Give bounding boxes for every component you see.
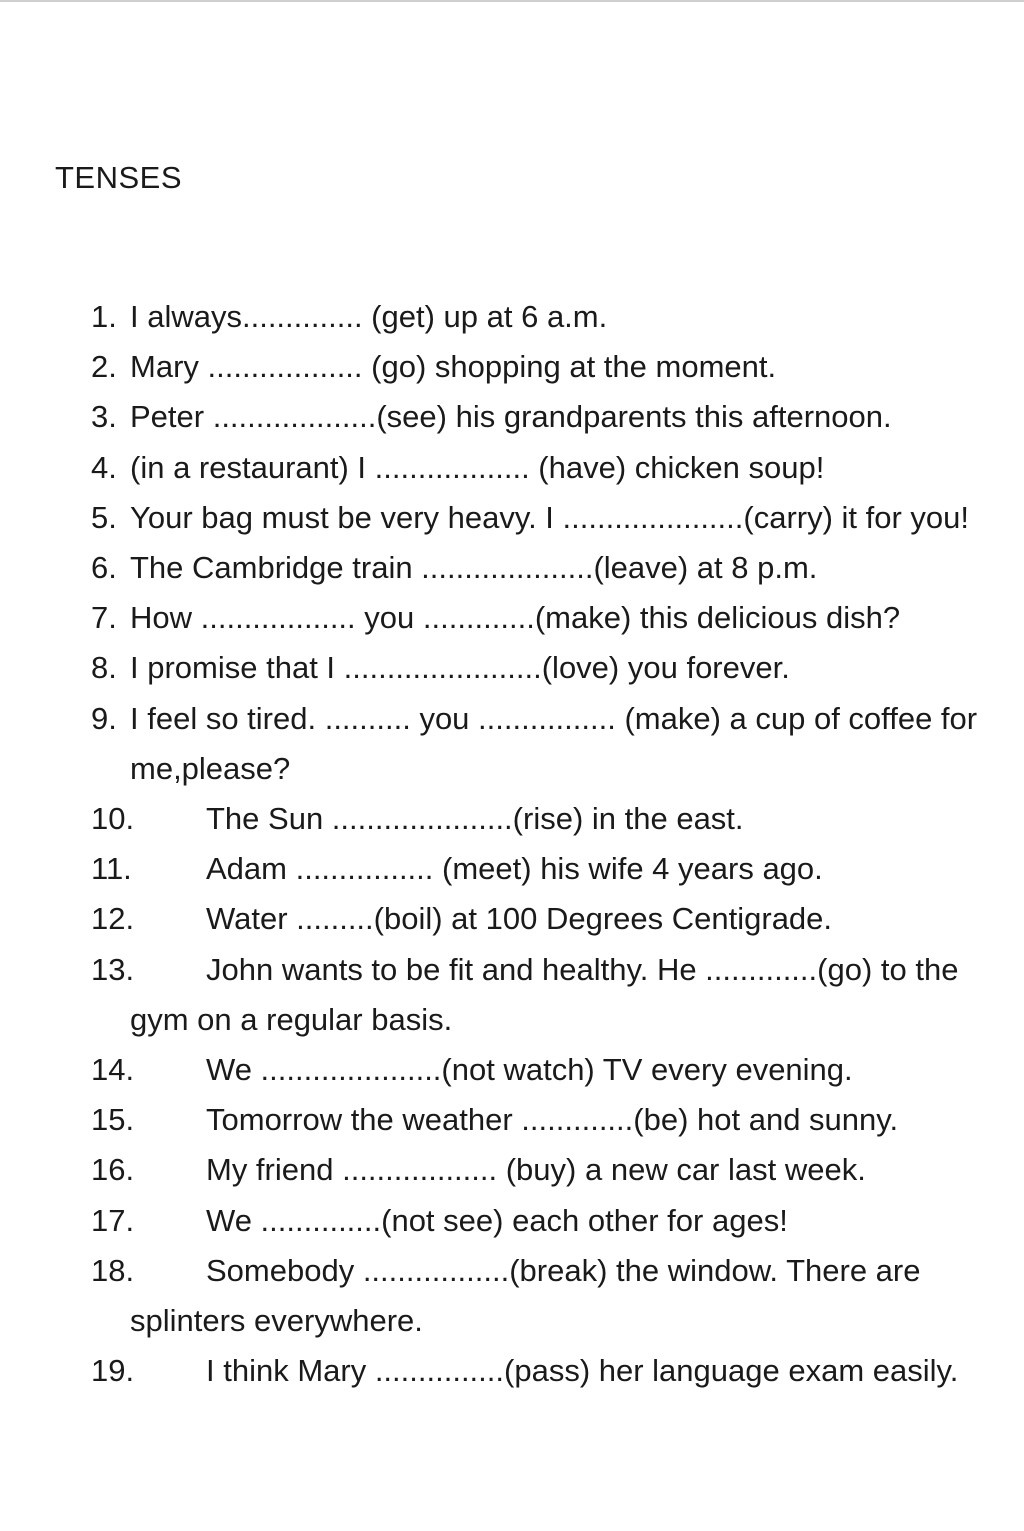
item-text: I think Mary ...............(pass) her language exam easily. bbox=[206, 1353, 959, 1389]
exercise-item-19 bbox=[0, 1346, 1024, 1396]
item-text: My friend .................. (buy) a new car last week. bbox=[206, 1152, 866, 1188]
exercise-item-3 bbox=[0, 392, 1024, 442]
item-text: The Sun .....................(rise) in the east. bbox=[206, 801, 744, 837]
item-number: 16. bbox=[91, 1152, 135, 1188]
item-number: 5. bbox=[91, 499, 117, 535]
item-number: 15. bbox=[91, 1102, 135, 1138]
item-number: 2. bbox=[91, 349, 117, 385]
exercise-item-11 bbox=[0, 844, 1024, 894]
item-number: 18. bbox=[91, 1252, 135, 1288]
exercise-item-16 bbox=[0, 1145, 1024, 1195]
item-text: John wants to be fit and healthy. He .............(go) to the gym on a regular basis. bbox=[130, 951, 959, 1037]
item-text: Tomorrow the weather .............(be) hot and sunny. bbox=[206, 1102, 899, 1138]
item-text: Somebody .................(break) the window. There are splinters everywhere. bbox=[130, 1252, 921, 1339]
item-text: We ..............(not see) each other for ages! bbox=[206, 1202, 788, 1238]
exercise-item-1 bbox=[0, 292, 1024, 342]
item-text: Adam ................ (meet) his wife 4 years ago. bbox=[206, 851, 823, 887]
item-text: The Cambridge train ....................(leave) at 8 p.m. bbox=[130, 550, 818, 586]
item-number: 10. bbox=[91, 801, 135, 837]
item-number: 19. bbox=[91, 1353, 135, 1389]
item-text: How .................. you .............(make) this delicious dish? bbox=[130, 600, 901, 636]
item-number: 7. bbox=[91, 600, 117, 636]
exercise-item-4 bbox=[0, 443, 1024, 493]
item-number: 1. bbox=[91, 299, 117, 334]
item-text: Your bag must be very heavy. I .....................(carry) it for you! bbox=[130, 499, 970, 535]
item-number: 12. bbox=[91, 901, 135, 937]
page-top-border bbox=[0, 0, 1024, 2]
item-number: 17. bbox=[91, 1202, 135, 1238]
item-number: 14. bbox=[91, 1052, 135, 1088]
item-text: I feel so tired. .......... you ................ (make) a cup of coffee for me,please? bbox=[130, 700, 978, 786]
item-number: 8. bbox=[91, 650, 117, 686]
exercise-item-15 bbox=[0, 1095, 1024, 1145]
item-text: Mary .................. (go) shopping at the moment. bbox=[130, 349, 777, 385]
exercise-item-5 bbox=[0, 493, 1024, 543]
exercise-item-14 bbox=[0, 1045, 1024, 1095]
exercise-item-2 bbox=[0, 342, 1024, 392]
item-number: 4. bbox=[91, 449, 117, 485]
item-number: 11. bbox=[91, 851, 132, 887]
exercise-item-18 bbox=[0, 1246, 1024, 1346]
item-text: We .....................(not watch) TV every evening. bbox=[206, 1052, 853, 1088]
item-number: 3. bbox=[91, 399, 117, 435]
exercise-item-9 bbox=[0, 694, 1024, 794]
exercise-item-12 bbox=[0, 894, 1024, 944]
item-text: I always.............. (get) up at 6 a.m. bbox=[130, 299, 608, 334]
exercise-item-13 bbox=[0, 945, 1024, 1045]
exercise-item-8 bbox=[0, 643, 1024, 693]
item-number: 6. bbox=[91, 550, 117, 586]
item-text: Peter ...................(see) his grandparents this afternoon. bbox=[130, 399, 892, 435]
item-text: (in a restaurant) I .................. (have) chicken soup! bbox=[130, 449, 825, 485]
item-text: Water .........(boil) at 100 Degrees Centigrade. bbox=[206, 901, 833, 937]
exercise-list bbox=[0, 292, 1024, 1396]
item-number: 13. bbox=[91, 951, 135, 987]
worksheet-title: TENSES bbox=[55, 160, 183, 195]
item-number: 9. bbox=[91, 700, 117, 736]
exercise-item-7 bbox=[0, 593, 1024, 643]
item-text: I promise that I .......................(love) you forever. bbox=[130, 650, 790, 686]
exercise-item-10 bbox=[0, 794, 1024, 844]
exercise-item-17 bbox=[0, 1196, 1024, 1246]
exercise-item-6 bbox=[0, 543, 1024, 593]
